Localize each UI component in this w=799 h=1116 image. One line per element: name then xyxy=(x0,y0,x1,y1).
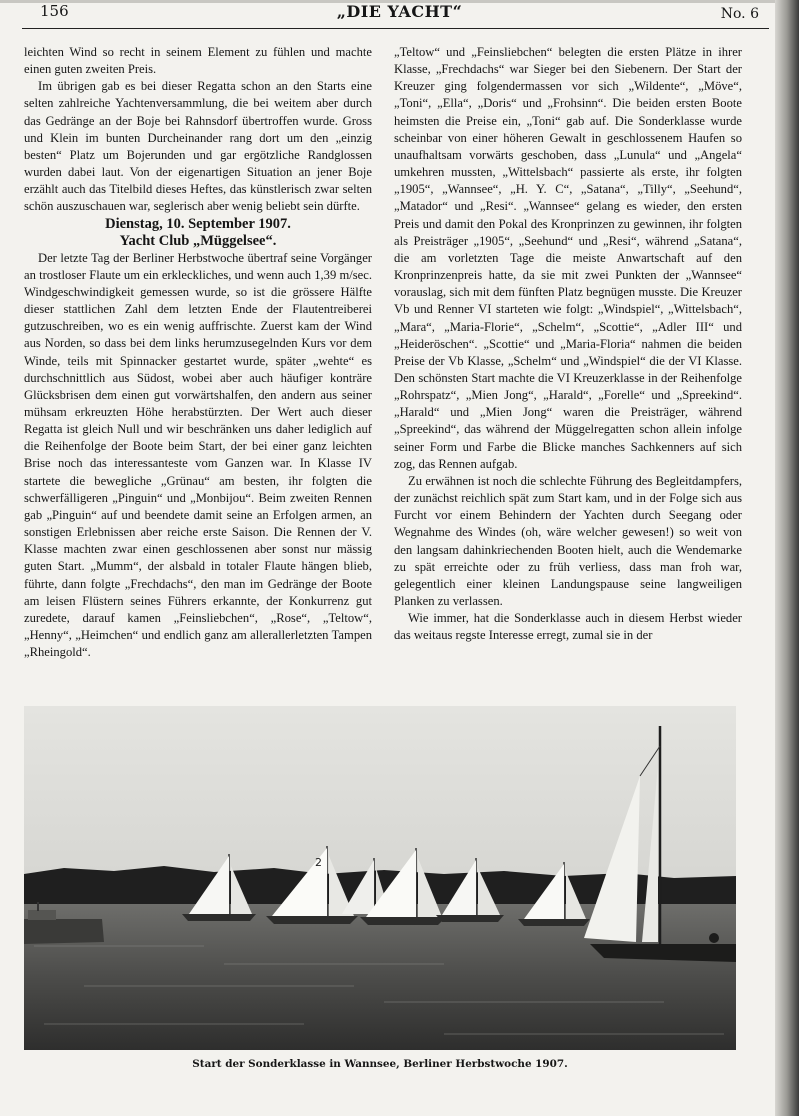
sail-number: 2 xyxy=(315,856,322,869)
paragraph: „Teltow“ und „Feinsliebchen“ belegten die ersten Plätze in ihrer Klasse, „Frechdachs“ war Sieger bei den Siebenern. Der Start der Kreuzer ging folgendermassen vor sich „Wildente“, „Möve“, „Toni“, „Ella“, „Doris“ und „Frohsinn“. Die beiden ersten Boote heimsten die Preise ein, „Toni“ gab auf. Die Sonderklasse wurde scheinbar von einer höheren Gewalt in geschlossenem Haufen so unaufhaltsam vorwärts geschoben, dass „Lunula“ und „Angela“ umkehren mussten, „Wittelsbach“ passierte als erste, ihr folgten „1905“, „Wannsee“, „H. Y. C“, „Satana“, „Tilly“, „Seehund“, „Matador“ und „Resi“. „Wannsee“ gelang es wieder, den ersten Preis und damit den Pokal des Kronprinzen zu gewinnen, ihr folgten als Preisträger „1905“, „Seehund“ und „Resi“, während „Satana“, die am vorletzten Tage die meiste Anwartschaft auf den Kronprinzenpreis hatte, da sie mit zwei Punkten der „Wannsee“ vorauslag, sich mit dem fünften Platz begnügen musste. Die Kreuzer Vb und Renner VI starteten wie folgt: „Windspiel“, „Wittelsbach“, „Mara“, „Maria-Florie“, „Schelm“, „Scottie“, „Adler III“ und „Heideröschen“. „Scottie“ und „Maria-Floria“ nahmen die beiden Preise der Vb Klasse, „Schelm“ und „Windspiel“ die der VI Klasse. Den schönsten Start machte die VI Kreuzerklasse in der Reihenfolge „Rohrspatz“, „Mien Jong“, „Harald“, „Forelle“ und „Spreekind“. „Harald“ und „Mien Jong“ waren die Preisträger, während „Spreekind“, das während der Müggelregatten schon allein infolge seiner Form und Farbe die Blicke manches Sachkenners auf sich zog, das Rennen aufgab. xyxy=(394,45,742,471)
regatta-photo-drawing xyxy=(24,706,736,1050)
page-number: 156 xyxy=(40,2,69,20)
regatta-photo xyxy=(24,706,736,1050)
running-header xyxy=(40,2,759,26)
section-heading-club: Yacht Club „Müggelsee“. xyxy=(119,232,277,249)
paragraph: Im übrigen gab es bei dieser Regatta schon an den Starts eine selten zahlreiche Yachtenversammlung, die bei weitem aber durch das Gedränge an der Boje bei Rahnsdorf übertroffen wurde. Gross und Klein im bunten Durcheinander rang dort um den „einzig besten“ Platz um Bojerunden und gar ergötzliche Randglossen wurden dabei laut. Von der eigenartigen Situation an jener Boje erzählt auch das Titelbild dieses Heftes, das künstlerisch zwar selten schön auszuschauen war, seglerisch aber wenig beliebt sein dürfte. xyxy=(24,79,372,214)
section-heading-date: Dienstag, 10. September 1907. xyxy=(105,215,291,232)
paragraph: leichten Wind so recht in seinem Element zu fühlen und machte einen guten zweiten Preis. xyxy=(24,45,372,77)
paragraph: Wie immer, hat die Sonderklasse auch in diesem Herbst wieder das weitaus regste Interesse erregt, zumal sie in der xyxy=(394,611,742,643)
photo-caption: Start der Sonderklasse in Wannsee, Berliner Herbstwoche 1907. xyxy=(192,1058,568,1070)
scan-page-edge xyxy=(775,0,799,1116)
running-title: „DIE YACHT“ xyxy=(336,2,463,21)
issue-number: No. 6 xyxy=(720,6,759,22)
paragraph: Zu erwähnen ist noch die schlechte Führung des Begleitdampfers, der zunächst reichlich spät zum Start kam, und in der Folge sich aus Furcht vor einem Behindern der Yachten durch Seegang oder Wegnahme des Windes (oh, wäre welcher gewesen!) so weit von den langsam dahinkriechenden Booten hielt, auch die Wendemarke zu spät erreichte oder zu früh verliess, dass man froh war, gelegentlich einer kleinen Landungspause seine langweiligen Planken zu verlassen. xyxy=(394,473,742,608)
header-rule xyxy=(22,28,769,29)
right-column xyxy=(394,44,742,644)
left-column xyxy=(24,44,372,661)
paragraph: Der letzte Tag der Berliner Herbstwoche übertraf seine Vorgänger an trostloser Flaute um ein erkleckliches, und wenn auch 1,39 m/sec. Windgeschwindigkeit gemessen wurde, so ist die grössere Hälfte dieser stattlichen Zahl dem letzten Ende der Flautentreiberei gutzuschreiben, wo es ein wenig auffrischte. Zuerst kam der Wind aus Norden, so dass bei dem links herumzusegelnden Kurs vor dem Winde, teils mit Spinnacker gestartet wurde, später „wehte“ es durchschnittlich aus Südost, wobei aber auch häufiger konträre Glücksbrisen dem einen gut vorwärtshalfen, den andern aus seiner mühsam erkreuzten Höhe herabstürzten. Der Wert auch dieser Regatta ist gleich Null und wir beschränken uns daher lediglich auf die Reihenfolge der Boote beim Start, der bei einer ganz leichten Brise noch das interessanteste vom Ganzen war. In Klasse IV startete die bewegliche „Grünau“ am besten, ihr folgten die schwerfälligeren „Pinguin“ und „Monbijou“. Beim zweiten Rennen gab „Pinguin“ auf und beendete damit seine an Erfolgen armen, an sonstigen Erlebnissen aber reiche erste Saison. Die Rennen der V. Klasse machten zwar einen geschlossenen aber sonst nur mässig guten Start. „Mumm“, der alsbald in totaler Flaute hängen blieb, führte, dann folgte „Frechdachs“, den man im Gedränge der Boote am leisen Flüstern seines Führers erkannte, der Konkurrenz gut zuredete, darauf kamen „Feinsliebchen“, „Rose“, „Teltow“, „Henny“, „Heimchen“ und endlich ganz am allerallerletzten Tampen „Rheingold“. xyxy=(24,250,372,660)
